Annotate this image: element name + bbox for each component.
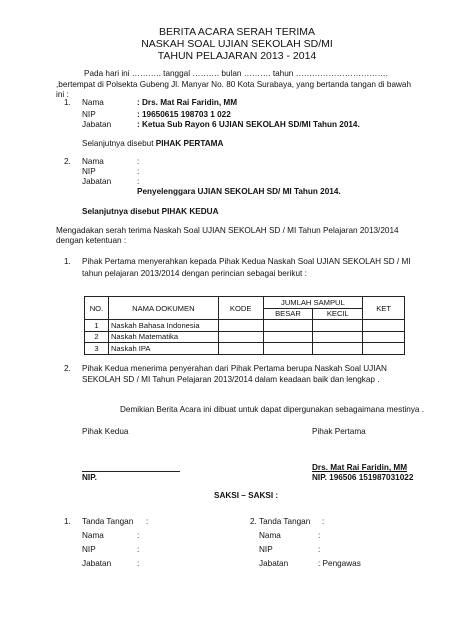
row-kecil <box>313 320 363 332</box>
sign-name-pihak-pertama: Drs. Mat Rai Faridin, MM <box>312 463 408 472</box>
witness1-nip-label: NIP <box>82 545 96 554</box>
row-ket <box>363 343 405 355</box>
witness2-nip-colon: : <box>318 545 321 554</box>
party1-number: 1. <box>64 98 71 107</box>
row-kode <box>218 320 263 332</box>
row-nama: Naskah Bahasa Indonesia <box>108 320 218 332</box>
point2-number: 2. <box>64 364 71 373</box>
signature-line-pihak-kedua <box>82 471 180 472</box>
row-nama: Naskah Matematika <box>108 331 218 343</box>
agreement-line2: dengan ketentuan : <box>56 236 127 245</box>
witness2-nama-label: Nama <box>259 531 281 540</box>
doc-title-line1: BERITA ACARA SERAH TERIMA <box>159 26 315 38</box>
intro-line1: Pada hari ini ……….. tanggal ………. bulan ………. tahun ……………………………. <box>84 69 388 78</box>
table-row <box>85 331 405 343</box>
witness2-nama-colon: : <box>318 531 321 540</box>
party2-jabatan-value: : <box>137 177 140 186</box>
col-header-besar: BESAR <box>263 308 313 320</box>
witness1-number: 1. <box>64 517 71 526</box>
party1-nip-label: NIP <box>82 110 96 119</box>
party2-note: Selanjutnya disebut PIHAK KEDUA <box>82 207 219 216</box>
col-header-jumlah: JUMLAH SAMPUL <box>263 297 363 309</box>
party2-nip-value: : <box>137 167 140 176</box>
col-header-kecil: KECIL <box>313 308 363 320</box>
witness2-nip-label: NIP <box>259 545 273 554</box>
row-no: 1 <box>85 320 109 332</box>
witness2-tanda-tangan-colon: : <box>322 517 325 526</box>
witness2-jabatan-label: Jabatan <box>259 559 289 568</box>
party2-jabatan-label: Jabatan <box>82 177 112 186</box>
point1-line2: tahun pelajaran 2013/2014 dengan perincian sebagai berikut : <box>82 269 307 278</box>
party1-nama-value: : Drs. Mat Rai Faridin, MM <box>137 98 238 107</box>
row-ket <box>363 320 405 332</box>
saksi-title: SAKSI – SAKSI : <box>214 491 279 500</box>
witness1-nama-label: Nama <box>82 531 104 540</box>
row-besar <box>263 320 313 332</box>
col-header-ket: KET <box>363 297 405 320</box>
party2-role: Penyelenggara UJIAN SEKOLAH SD/ MI Tahun 2014. <box>137 187 341 196</box>
doc-title-line2: NASKAH SOAL UJIAN SEKOLAH SD/MI <box>141 38 333 50</box>
row-ket <box>363 331 405 343</box>
party1-nip-value: : 19650615 198703 1 022 <box>137 110 231 119</box>
row-besar <box>263 331 313 343</box>
table-header-row <box>85 297 405 309</box>
sign-nip-pihak-pertama: NIP. 196506 151987031022 <box>312 473 414 482</box>
row-besar <box>263 343 313 355</box>
documents-table <box>84 296 405 355</box>
party1-jabatan-label: Jabatan <box>82 120 112 129</box>
witness2-tanda-tangan-label: Tanda Tangan <box>259 517 311 526</box>
party2-nip-label: NIP <box>82 167 96 176</box>
col-header-nama: NAMA DOKUMEN <box>108 297 218 320</box>
table-row <box>85 343 405 355</box>
party1-nama-label: Nama <box>82 98 104 107</box>
party1-jabatan-value: : Ketua Sub Rayon 6 UJIAN SEKOLAH SD/MI Tahun 2014. <box>137 120 360 129</box>
party1-note <box>82 140 223 148</box>
row-kecil <box>313 343 363 355</box>
party1-note-text: Selanjutnya disebut <box>82 139 156 148</box>
witness1-nip-colon: : <box>137 545 140 554</box>
point1-line1: Pihak Pertama menyerahkan kepada Pihak Kedua Naskah Soal UJIAN SEKOLAH SD / MI <box>82 257 411 266</box>
row-no: 2 <box>85 331 109 343</box>
party2-nama-value: : <box>137 157 140 166</box>
row-kecil <box>313 331 363 343</box>
witness2-number: 2. <box>250 517 257 526</box>
party1-note-role: PIHAK PERTAMA <box>155 139 224 148</box>
col-header-no: NO. <box>85 297 109 320</box>
agreement-line1: Mengadakan serah terima Naskah Soal UJIAN SEKOLAH SD / MI Tahun Pelajaran 2013/2014 <box>56 226 399 235</box>
sign-label-pihak-kedua: Pihak Kedua <box>82 427 129 436</box>
witness1-jabatan-colon: : <box>137 559 140 568</box>
sign-nip-pihak-kedua: NIP. <box>82 473 97 482</box>
row-nama: Naskah IPA <box>108 343 218 355</box>
party2-number: 2. <box>64 157 71 166</box>
col-header-kode: KODE <box>218 297 263 320</box>
party2-nama-label: Nama <box>82 157 104 166</box>
witness2-jabatan-value: : Pengawas <box>318 559 361 568</box>
point1-number: 1. <box>64 257 71 266</box>
intro-line2: ,bertempat di Polsekta Gubeng Jl. Manyar No. 80 Kota Surabaya, yang bertanda tangan di bawah <box>56 80 412 89</box>
row-no: 3 <box>85 343 109 355</box>
table-row <box>85 320 405 332</box>
witness1-tanda-tangan-colon: : <box>146 517 149 526</box>
row-kode <box>218 331 263 343</box>
point2-line1: Pihak Kedua menerima penyerahan dari Pihak Pertama berupa Naskah Soal UJIAN <box>82 364 387 373</box>
closing-statement: Demikian Berita Acara ini dibuat untuk dapat dipergunakan sebagaimana mestinya . <box>120 405 425 414</box>
intro-line3: ini : <box>56 90 69 99</box>
witness1-nama-colon: : <box>137 531 140 540</box>
row-kode <box>218 343 263 355</box>
witness1-jabatan-label: Jabatan <box>82 559 112 568</box>
witness1-tanda-tangan-label: Tanda Tangan <box>82 517 134 526</box>
sign-label-pihak-pertama: Pihak Pertama <box>312 427 366 436</box>
point2-line2: SEKOLAH SD / MI Tahun Pelajaran 2013/2014 dalam keadaan baik dan lengkap . <box>82 375 380 384</box>
doc-title-line3: TAHUN PELAJARAN 2013 - 2014 <box>157 50 317 62</box>
